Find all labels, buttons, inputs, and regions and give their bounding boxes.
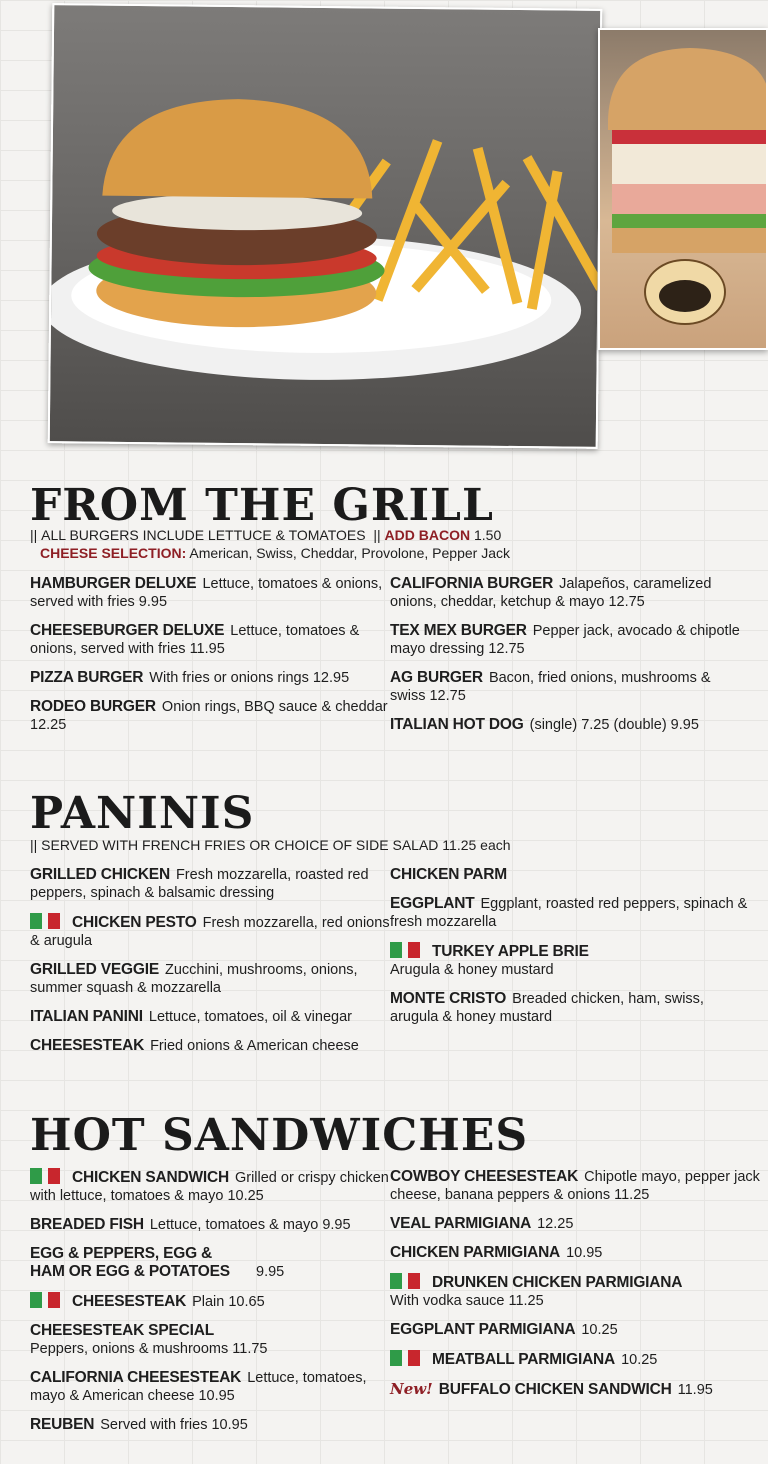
italian-flag-icon xyxy=(30,1168,60,1184)
menu-item: CHICKEN PARMIGIANA 10.95 xyxy=(390,1244,603,1261)
menu-item: CHICKEN PARM xyxy=(390,866,508,883)
sandwich-illustration xyxy=(600,30,768,350)
italian-flag-icon xyxy=(30,1292,60,1308)
grill-title: FROM THE GRILL xyxy=(30,480,494,531)
menu-item: HAMBURGER DELUXE Lettuce, tomatoes & onions, served with fries 9.95 xyxy=(30,575,383,610)
menu-item: EGGPLANT PARMIGIANA 10.25 xyxy=(390,1321,618,1338)
italian-flag-icon xyxy=(30,913,60,929)
grill-right-column xyxy=(390,575,750,745)
menu-item: EGGPLANT Eggplant, roasted red peppers, spinach & fresh mozzarella xyxy=(390,895,748,930)
paninis-note: || SERVED WITH FRENCH FRIES OR CHOICE OF SIDE SALAD 11.25 each xyxy=(30,837,511,853)
burger-photo xyxy=(48,3,603,449)
menu-item: COWBOY CHEESESTEAK Chipotle mayo, pepper jack cheese, banana peppers & onions 11.25 xyxy=(390,1168,760,1203)
menu-item: CHEESESTEAK Plain 10.65 xyxy=(30,1292,390,1311)
menu-item: CALIFORNIA CHEESESTEAK Lettuce, tomatoes, mayo & American cheese 10.95 xyxy=(30,1369,367,1404)
menu-item: EGG & PEPPERS, EGG & HAM OR EGG & POTATOES 9.95 xyxy=(30,1245,285,1280)
hot-sandwiches-title: HOT SANDWICHES xyxy=(30,1110,529,1161)
menu-item: CHICKEN SANDWICH Grilled or crispy chicken with lettuce, tomatoes & mayo 10.25 xyxy=(30,1169,389,1204)
cheese-label: CHEESE SELECTION: xyxy=(40,545,187,561)
grill-note: || ALL BURGERS INCLUDE LETTUCE & TOMATOES || ADD BACON 1.50 xyxy=(30,527,502,543)
menu-item: CHEESESTEAK Fried onions & American cheese xyxy=(30,1037,359,1054)
paninis-left-column xyxy=(30,866,390,1066)
add-bacon-price: 1.50 xyxy=(474,527,502,543)
italian-flag-icon xyxy=(390,942,420,958)
menu-item: VEAL PARMIGIANA 12.25 xyxy=(390,1215,574,1232)
cheese-list: American, Swiss, Cheddar, Provolone, Pepper Jack xyxy=(189,545,510,561)
grill-note-text: ALL BURGERS INCLUDE LETTUCE & TOMATOES xyxy=(41,527,366,543)
menu-item: CALIFORNIA BURGER Jalapeños, caramelized onions, cheddar, ketchup & mayo 12.75 xyxy=(390,575,712,610)
menu-item: ITALIAN HOT DOG (single) 7.25 (double) 9.95 xyxy=(390,716,699,733)
grill-left-column xyxy=(30,575,390,745)
menu-item: CHEESESTEAK SPECIAL Peppers, onions & mushrooms 11.75 xyxy=(30,1322,268,1357)
burger-illustration xyxy=(50,5,603,449)
menu-item: TEX MEX BURGER Pepper jack, avocado & chipotle mayo dressing 12.75 xyxy=(390,622,740,657)
hot-right-column xyxy=(390,1168,760,1410)
paninis-right-column xyxy=(390,866,750,1037)
cheese-selection xyxy=(40,545,510,561)
menu-item: TURKEY APPLE BRIE Arugula & honey mustard xyxy=(390,943,589,978)
menu-item: REUBEN Served with fries 10.95 xyxy=(30,1416,248,1433)
menu-item: New! BUFFALO CHICKEN SANDWICH 11.95 xyxy=(390,1380,713,1398)
sandwich-photo xyxy=(598,28,768,350)
new-badge: New! xyxy=(390,1380,433,1398)
menu-item: MEATBALL PARMIGIANA 10.25 xyxy=(390,1350,760,1369)
italian-flag-icon xyxy=(390,1350,420,1366)
menu-item: RODEO BURGER Onion rings, BBQ sauce & cheddar 12.25 xyxy=(30,698,388,733)
italian-flag-icon xyxy=(390,1273,420,1289)
menu-item: GRILLED VEGGIE Zucchini, mushrooms, onions, summer squash & mozzarella xyxy=(30,961,358,996)
menu-item: GRILLED CHICKEN Fresh mozzarella, roasted red peppers, spinach & balsamic dressing xyxy=(30,866,369,901)
hot-left-column xyxy=(30,1168,390,1445)
menu-item: MONTE CRISTO Breaded chicken, ham, swiss, arugula & honey mustard xyxy=(390,990,704,1025)
menu-item: CHICKEN PESTO Fresh mozzarella, red onions & arugula xyxy=(30,914,390,949)
menu-item: DRUNKEN CHICKEN PARMIGIANA With vodka sauce 11.25 xyxy=(390,1274,683,1309)
menu-item: ITALIAN PANINI Lettuce, tomatoes, oil & vinegar xyxy=(30,1008,352,1025)
menu-item: PIZZA BURGER With fries or onions rings 12.95 xyxy=(30,669,350,686)
paninis-title: PANINIS xyxy=(30,788,255,839)
add-bacon-label: ADD BACON xyxy=(384,527,471,543)
menu-item: AG BURGER Bacon, fried onions, mushrooms & swiss 12.75 xyxy=(390,669,711,704)
menu-item: CHEESEBURGER DELUXE Lettuce, tomatoes & onions, served with fries 11.95 xyxy=(30,622,360,657)
paninis-note-text: SERVED WITH FRENCH FRIES OR CHOICE OF SIDE SALAD 11.25 each xyxy=(41,837,511,853)
menu-item: BREADED FISH Lettuce, tomatoes & mayo 9.95 xyxy=(30,1216,351,1233)
